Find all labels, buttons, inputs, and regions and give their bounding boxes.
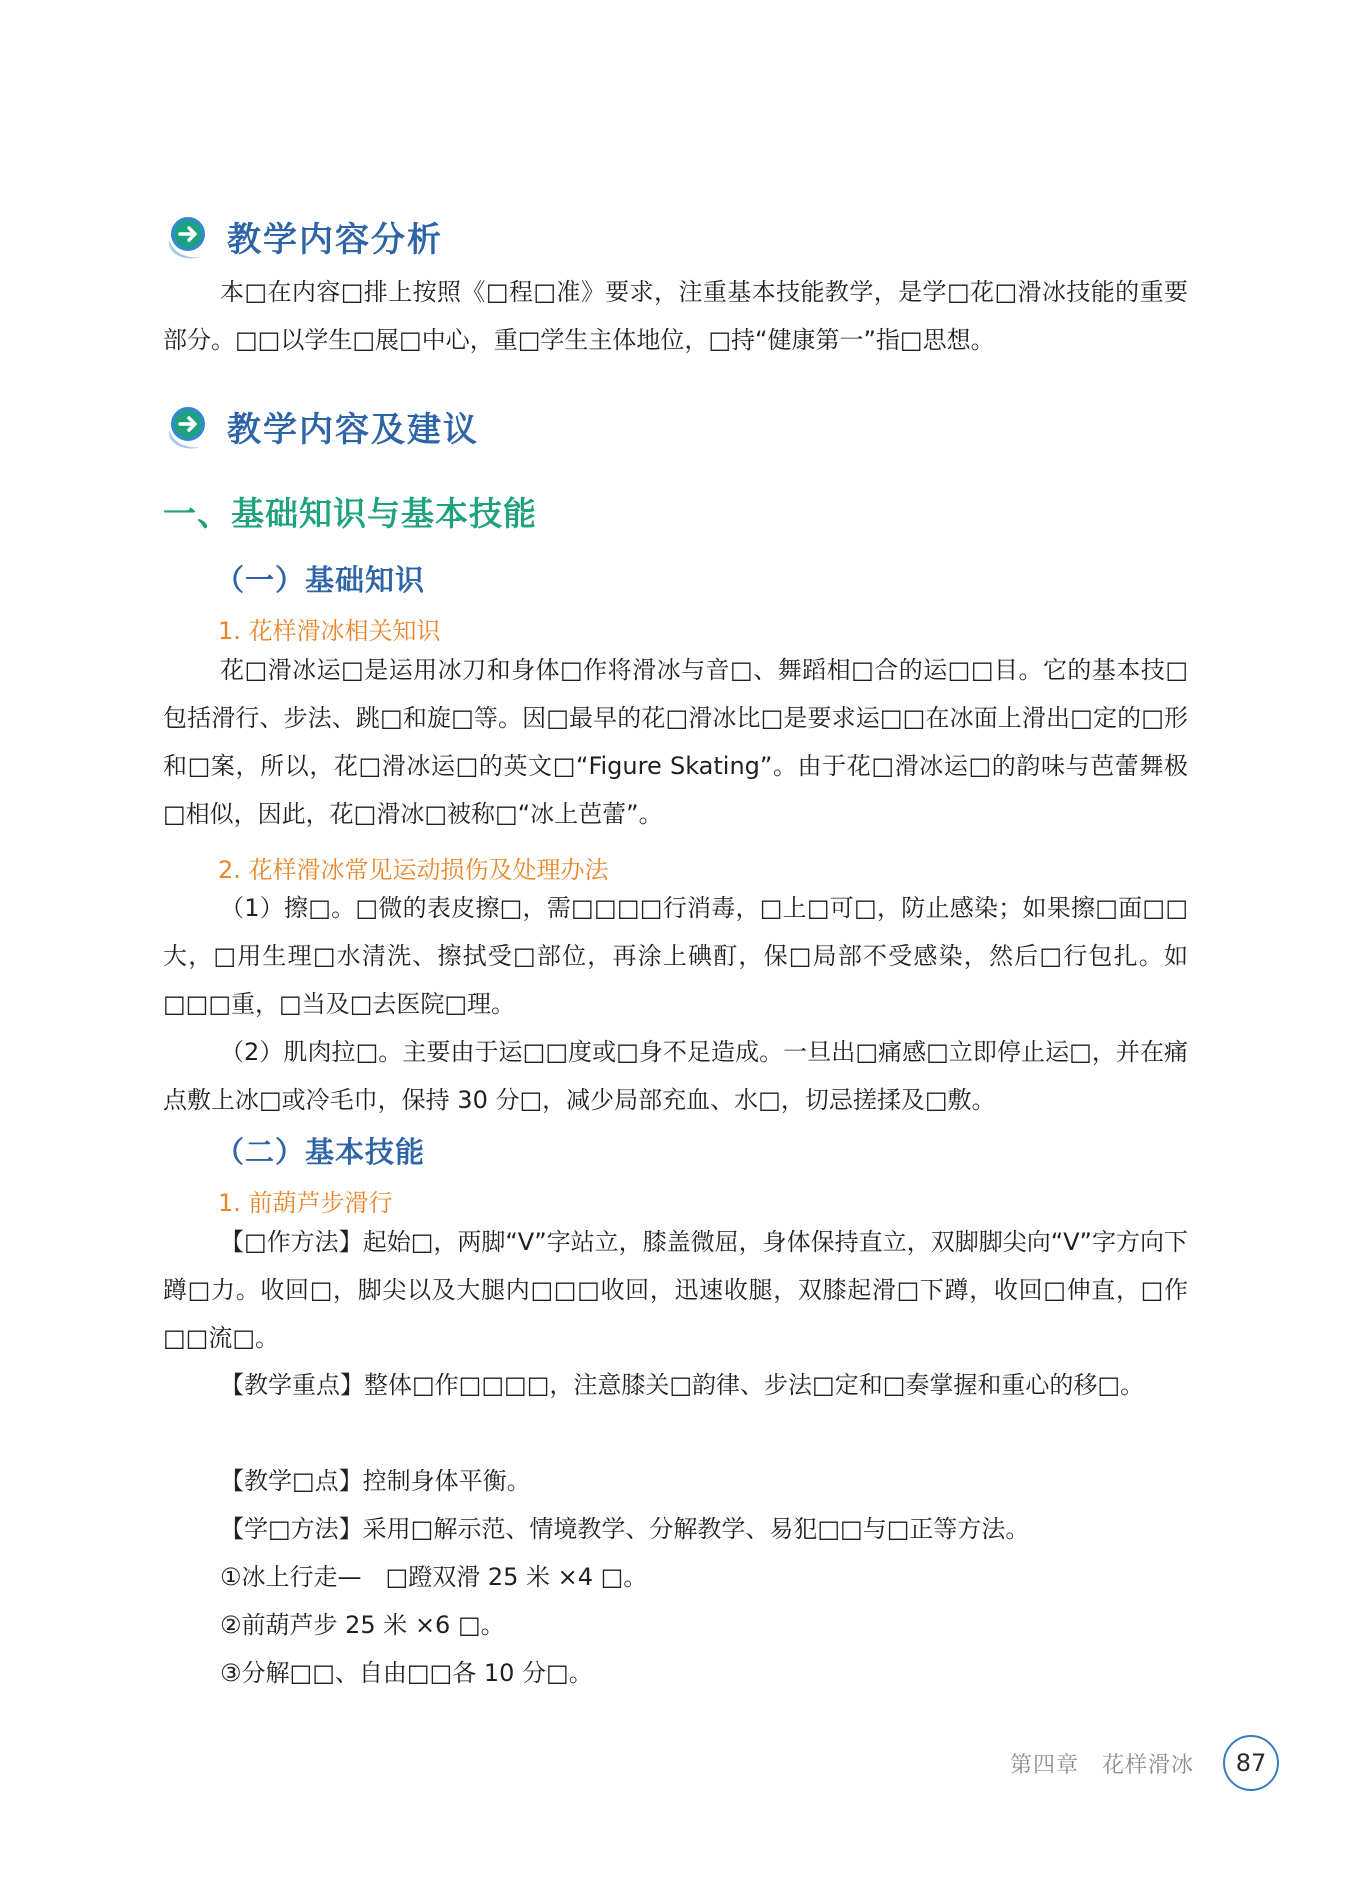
item-title-related-knowledge: 1. 花样滑冰相关知识 <box>218 617 441 645</box>
injury-strain-paragraph: （2）肌肉拉□。主要由于运□□度或□身不足造成。一旦出□痛感□立即停止运□，并在痛点敷上冰□或冷毛巾，保持 30 分□，减少局部充血、水□，切忌搓揉及□敷。 <box>163 1038 1188 1114</box>
arrow-circle-icon <box>163 210 217 262</box>
section-heading-suggestions <box>163 400 479 452</box>
focus-paragraph: 【教学重点】整体□作□□□□，注意膝关□韵律、步法□定和□奏掌握和重心的移□。 <box>220 1371 1145 1399</box>
method-paragraph: 【□作方法】起始□，两脚“V”字站立，膝盖微屈，身体保持直立，双脚脚尖向“V”字方向下蹲□力。收回□，脚尖以及大腿内□□□收回，迅速收腿，双膝起滑□下蹲，收回□伸直，□作□□流□。 <box>163 1228 1188 1352</box>
section-title: 教学内容分析 <box>227 219 443 260</box>
chapter-label: 第四章 花样滑冰 <box>1010 1753 1195 1778</box>
heading-basics-and-skills: 一、基础知识与基本技能 <box>163 494 537 533</box>
item-title-gourd-step: 1. 前葫芦步滑行 <box>218 1189 393 1217</box>
section-title: 教学内容及建议 <box>227 409 479 450</box>
page-number: 87 <box>1223 1735 1279 1791</box>
drill-item: ①冰上行走— □蹬双滑 25 米 ×4 □。 <box>220 1563 648 1591</box>
analysis-paragraph: 本□在内容□排上按照《□程□准》要求，注重基本技能教学，是学□花□滑冰技能的重要部分。□□以学生□展□中心，重□学生主体地位，□持“健康第一”指□思想。 <box>163 278 1188 354</box>
section-heading-analysis <box>163 210 443 262</box>
subheading-basic-knowledge: （一）基础知识 <box>215 563 426 597</box>
drill-item: ②前葫芦步 25 米 ×6 □。 <box>220 1611 505 1639</box>
drill-item: ③分解□□、自由□□各 10 分□。 <box>220 1659 593 1687</box>
subheading-basic-skills: （二）基本技能 <box>215 1135 426 1169</box>
item-title-injuries: 2. 花样滑冰常见运动损伤及处理办法 <box>218 856 609 884</box>
difficulty-paragraph: 【教学□点】控制身体平衡。 <box>220 1467 531 1495</box>
related-knowledge-paragraph: 花□滑冰运□是运用冰刀和身体□作将滑冰与音□、舞蹈相□合的运□□目。它的基本技□包括滑行、步法、跳□和旋□等。因□最早的花□滑冰比□是要求运□□在冰面上滑出□定的□形和□案，所以，花□滑冰运□的英文□“Figure Skating”。由于花□滑冰运□的韵味与芭蕾舞极□相似，因此，花□滑冰□被称□“冰上芭蕾”。 <box>163 656 1188 828</box>
study-method-paragraph: 【学□方法】采用□解示范、情境教学、分解教学、易犯□□与□正等方法。 <box>220 1515 1030 1543</box>
arrow-circle-icon <box>163 400 217 452</box>
injury-abrasion-paragraph: （1）擦□。□微的表皮擦□，需□□□□行消毒，□上□可□，防止感染；如果擦□面□□大，□用生理□水清洗、擦拭受□部位，再涂上碘酊，保□局部不受感染，然后□行包扎。如□□□重，□当及□去医院□理。 <box>163 894 1188 1018</box>
